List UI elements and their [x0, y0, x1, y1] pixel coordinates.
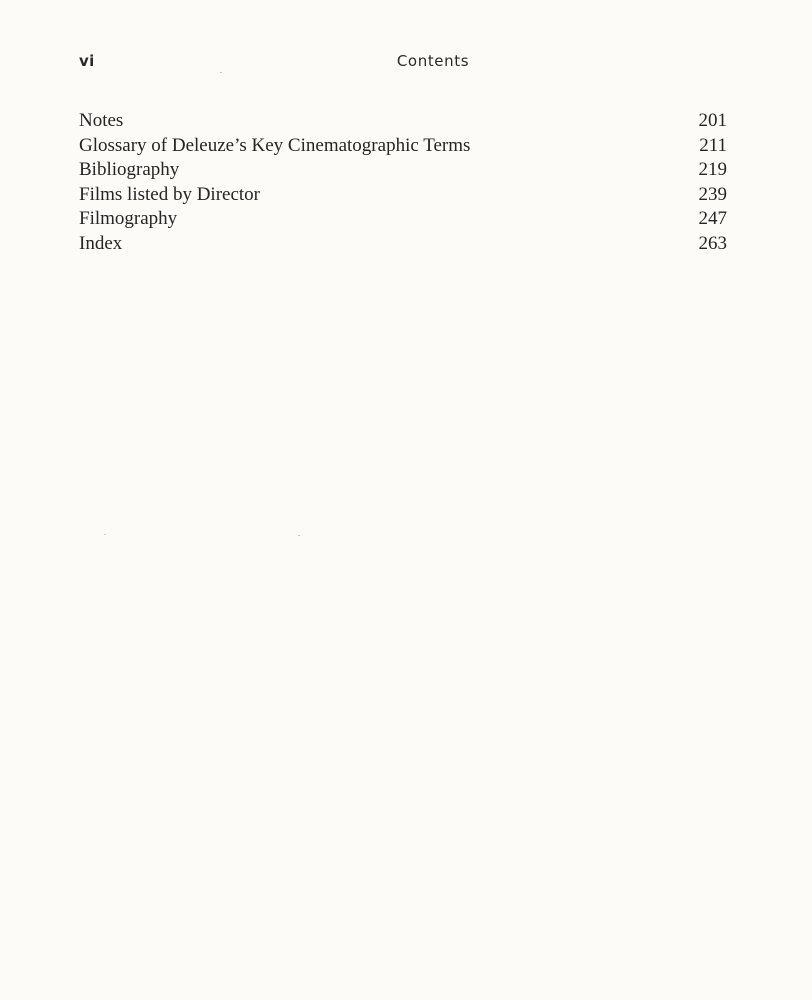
toc-entry-title: Notes — [79, 110, 124, 131]
scan-speck — [220, 72, 222, 73]
toc-entry-notes — [79, 109, 727, 134]
toc-entry-page: 239 — [698, 183, 727, 205]
toc-entry-page: 219 — [698, 159, 727, 180]
page-number: vi — [79, 52, 95, 70]
toc-entry-films-by-director — [79, 183, 727, 208]
toc-entry-bibliography — [79, 158, 727, 183]
toc-entry-index — [79, 232, 727, 257]
toc-entry-page: 263 — [698, 232, 727, 254]
toc-entry-title: Bibliography — [79, 159, 180, 180]
scan-speck — [104, 534, 106, 535]
toc-entry-title: Index — [79, 232, 123, 254]
scan-speck — [298, 535, 300, 536]
running-head — [79, 52, 727, 76]
toc-entry-title: Films listed by Director — [79, 183, 261, 205]
toc-entry-page: 201 — [698, 110, 727, 131]
table-of-contents — [79, 109, 727, 256]
toc-entry-filmography — [79, 207, 727, 232]
running-title: Contents — [396, 52, 470, 70]
toc-entry-page: 247 — [698, 208, 727, 229]
toc-entry-glossary — [79, 134, 727, 159]
toc-entry-page: 211 — [699, 134, 727, 156]
toc-entry-title: Glossary of Deleuze’s Key Cinematographic Terms — [79, 134, 471, 156]
toc-entry-title: Filmography — [79, 208, 178, 229]
